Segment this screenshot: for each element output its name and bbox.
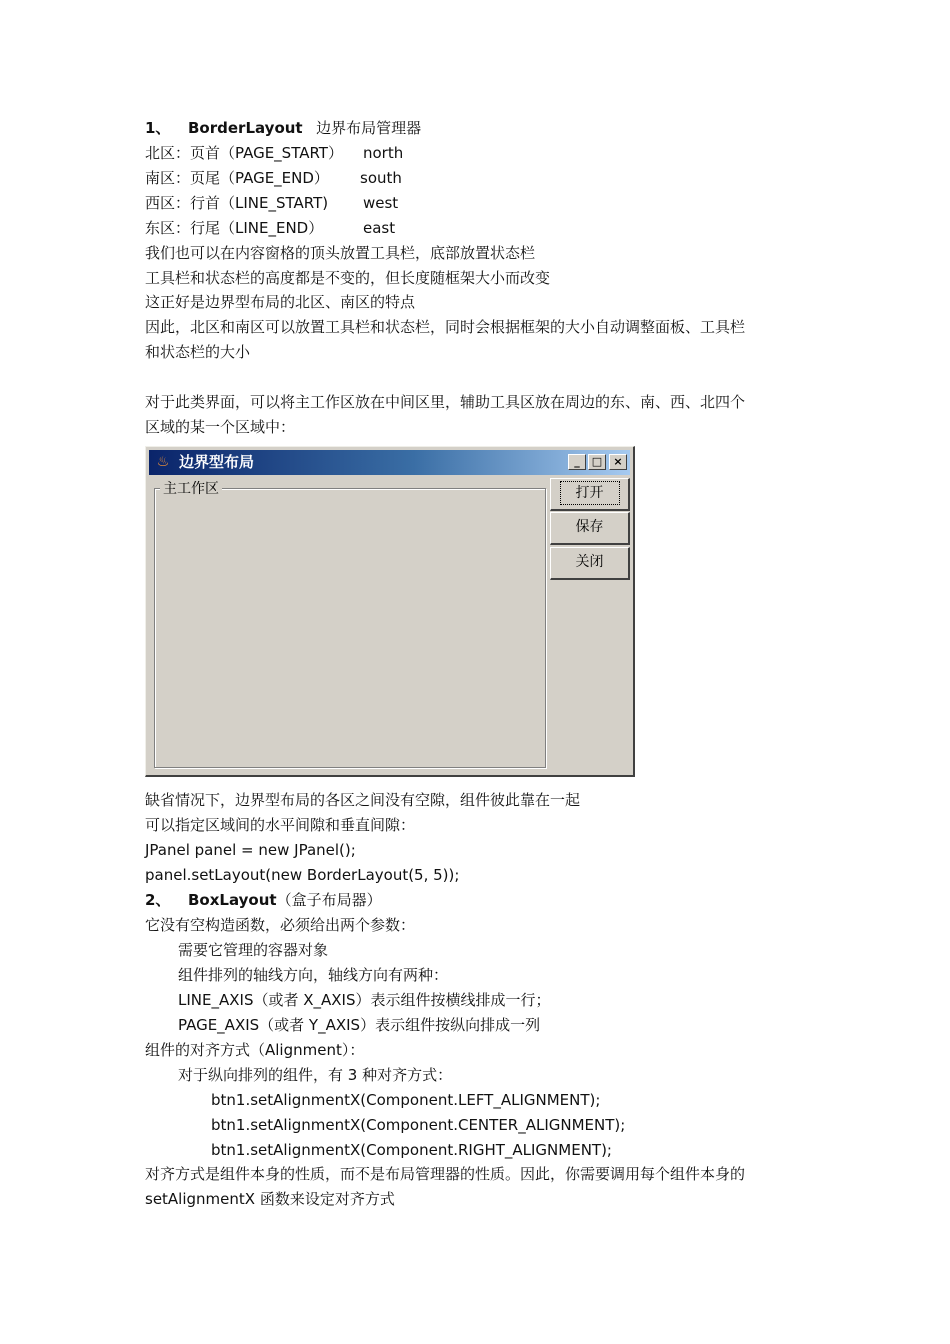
code-line: JPanel panel = new JPanel(); xyxy=(145,841,356,859)
code-line: btn1.setAlignmentX(Component.CENTER_ALIGNMENT); xyxy=(211,1116,626,1134)
code-line: btn1.setAlignmentX(Component.RIGHT_ALIGNMENT); xyxy=(211,1141,612,1159)
code-line: btn1.setAlignmentX(Component.LEFT_ALIGNMENT); xyxy=(211,1091,601,1109)
minimize-icon[interactable]: _ xyxy=(568,454,586,470)
close-button-label: 关闭 xyxy=(575,554,604,570)
paragraph-line: 因此，北区和南区可以放置工具栏和状态栏，同时会根据框架的大小自动调整面板、工具栏 xyxy=(145,318,746,336)
param-line: PAGE_AXIS（或者 Y_AXIS）表示组件按纵向排成一列 xyxy=(178,1016,541,1034)
save-button[interactable] xyxy=(550,512,630,545)
paragraph-line: 和状态栏的大小 xyxy=(145,343,251,361)
section2-number: 2、 xyxy=(145,891,171,909)
region-direction: north xyxy=(363,144,404,162)
section2-title: BoxLayout xyxy=(188,891,277,909)
java-cup-icon: ♨ xyxy=(156,454,170,470)
paragraph-line: 我们也可以在内容窗格的顶头放置工具栏，底部放置状态栏 xyxy=(145,244,536,262)
section1-number: 1、 xyxy=(145,119,171,137)
close-button[interactable] xyxy=(550,547,630,580)
paragraph-line: 组件的对齐方式（Alignment）： xyxy=(145,1041,365,1059)
code-line: panel.setLayout(new BorderLayout(5, 5)); xyxy=(145,866,460,884)
section2-desc: （盒子布局器） xyxy=(276,891,382,909)
main-work-area-panel xyxy=(154,488,546,768)
region-label: 西区：行首（LINE_START) xyxy=(145,194,329,212)
paragraph-line: 对于此类界面，可以将主工作区放在中间区里，辅助工具区放在周边的东、南、西、北四个 xyxy=(145,393,746,411)
param-line: 组件排列的轴线方向，轴线方向有两种： xyxy=(178,966,449,984)
panel-title: 主工作区 xyxy=(160,480,222,498)
open-button-label: 打开 xyxy=(564,485,616,501)
region-label: 东区：行尾（LINE_END） xyxy=(145,219,324,237)
swing-window-screenshot xyxy=(145,446,635,777)
region-line xyxy=(145,166,402,191)
paragraph-line: 区域的某一个区域中： xyxy=(145,418,296,436)
window-title: 边界型布局 xyxy=(179,453,255,471)
region-direction: east xyxy=(363,219,396,237)
open-button[interactable] xyxy=(550,478,630,511)
section1-heading xyxy=(145,116,421,141)
region-direction: west xyxy=(363,194,399,212)
region-line xyxy=(145,216,396,241)
maximize-icon[interactable]: □ xyxy=(588,454,606,470)
paragraph-line: setAlignmentX 函数来设定对齐方式 xyxy=(145,1190,395,1208)
param-line: LINE_AXIS（或者 X_AXIS）表示组件按横线排成一行； xyxy=(178,991,551,1009)
region-direction: south xyxy=(360,169,402,187)
paragraph-line: 对于纵向排列的组件，有 3 种对齐方式： xyxy=(178,1066,453,1084)
region-line xyxy=(145,141,404,166)
param-line: 需要它管理的容器对象 xyxy=(178,941,329,959)
paragraph-line: 这正好是边界型布局的北区、南区的特点 xyxy=(145,293,416,311)
region-label: 北区：页首（PAGE_START） xyxy=(145,144,343,162)
paragraph-line: 工具栏和状态栏的高度都是不变的，但长度随框架大小而改变 xyxy=(145,269,551,287)
paragraph-line: 可以指定区域间的水平间隙和垂直间隙： xyxy=(145,816,416,834)
save-button-label: 保存 xyxy=(575,519,604,535)
paragraph-line: 它没有空构造函数，必须给出两个参数： xyxy=(145,916,416,934)
section1-title: BorderLayout xyxy=(188,119,303,137)
close-icon[interactable]: × xyxy=(609,454,627,470)
section2-heading xyxy=(145,888,382,913)
paragraph-line: 对齐方式是组件本身的性质，而不是布局管理器的性质。因此，你需要调用每个组件本身的 xyxy=(145,1165,746,1183)
region-label: 南区：页尾（PAGE_END） xyxy=(145,169,329,187)
section1-desc: 边界布局管理器 xyxy=(316,119,422,137)
paragraph-line: 缺省情况下，边界型布局的各区之间没有空隙，组件彼此靠在一起 xyxy=(145,791,581,809)
region-line xyxy=(145,191,399,216)
window-titlebar xyxy=(149,450,630,475)
